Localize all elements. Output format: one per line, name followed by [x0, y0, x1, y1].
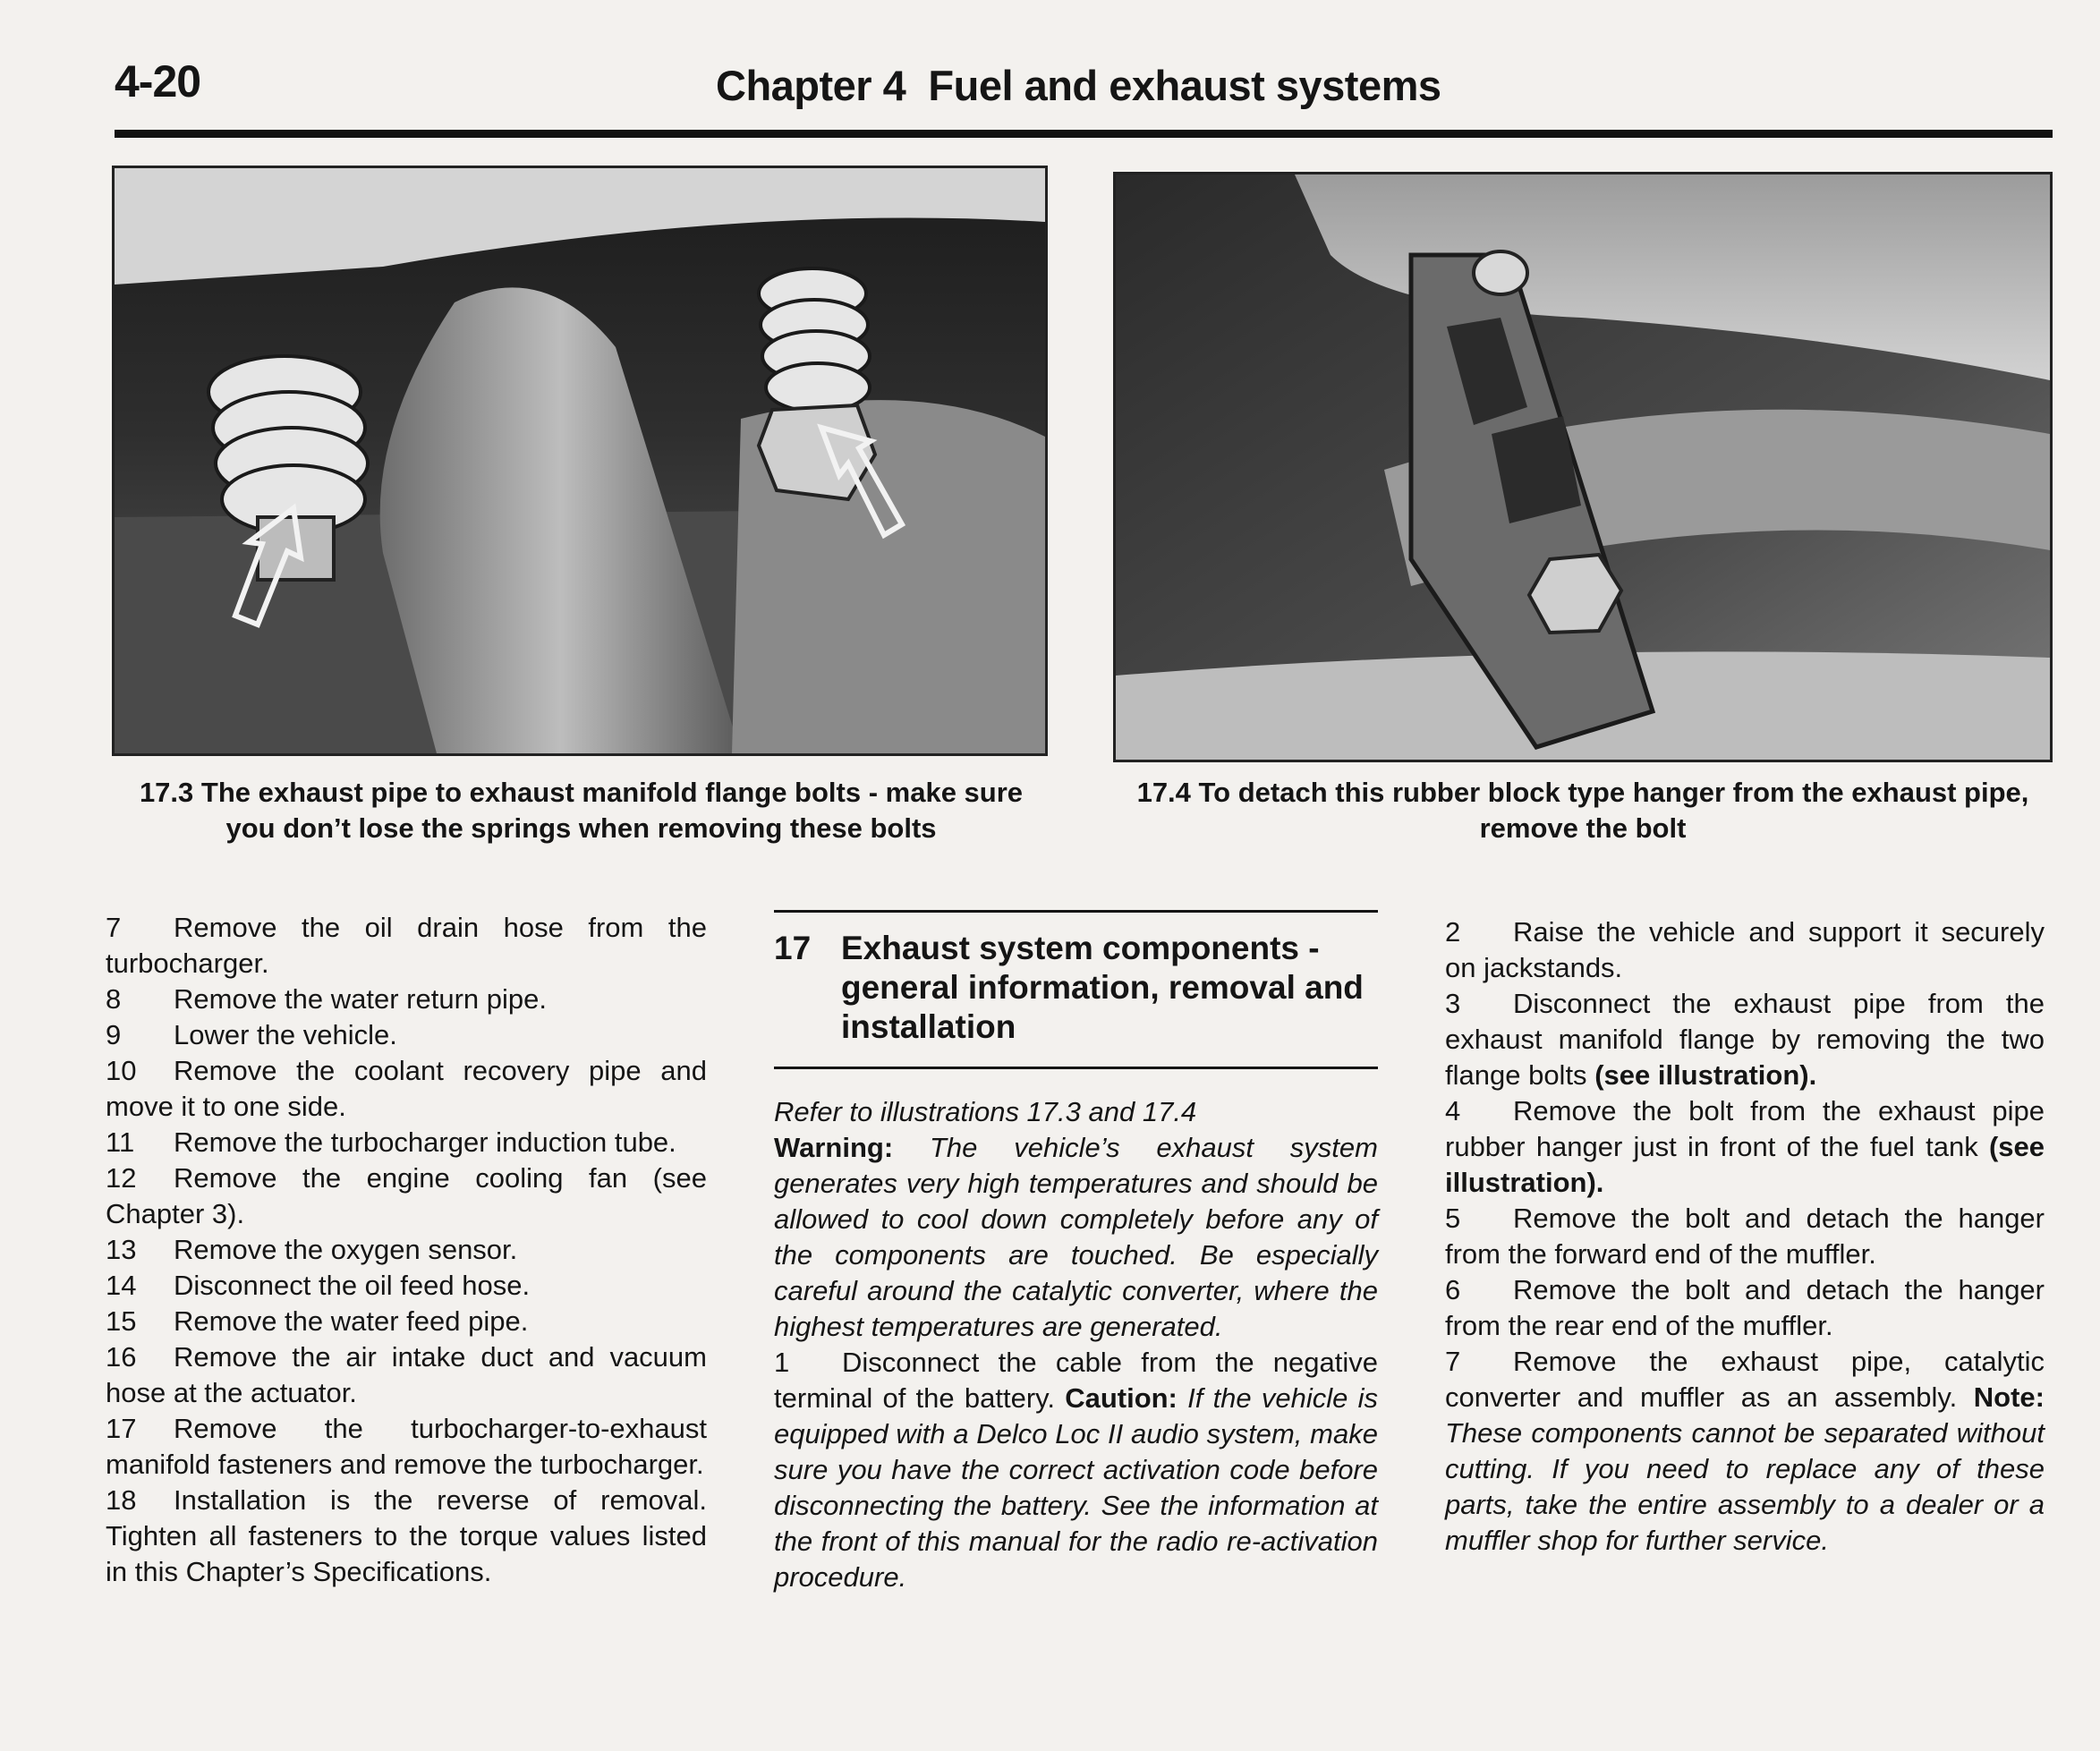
page-number: 4-20 — [115, 56, 201, 106]
chapter-title — [716, 61, 1441, 110]
section-title: Exhaust system components - general information, removal and installation — [841, 930, 1364, 1045]
step-1: 1 Disconnect the cable from the negative terminal of the battery. Caution: If the vehicle is equipped with a Delco Loc II audio system, make sure you have the correct activation code before disconnecting the battery. See the information at the front of this manual for the radio re-activation procedure. — [774, 1347, 1378, 1593]
step-2: 2 Raise the vehicle and support it securely on jackstands. — [1445, 916, 2045, 983]
step-3: 3 Disconnect the exhaust pipe from the exhaust manifold flange by removing the two flange bolts (see illustration). — [1445, 988, 2045, 1091]
figure-17-3-photo — [112, 166, 1048, 756]
step-6: 6 Remove the bolt and detach the hanger from the rear end of the muffler. — [1445, 1274, 2045, 1341]
caption-text: To detach this rubber block type hanger from the exhaust pipe, remove the bolt — [1198, 777, 2029, 844]
step-12: 12 Remove the engine cooling fan (see Chapter 3). — [106, 1162, 707, 1229]
section-rule-top — [774, 910, 1378, 913]
step-13: 13 Remove the oxygen sensor. — [106, 1234, 518, 1265]
step-7-right: 7 Remove the exhaust pipe, catalytic converter and muffler as an assembly. Note: These components cannot be separated without cutting. If you need to replace any of these parts, take the entire assembly to a dealer or a muffler shop for further service. — [1445, 1346, 2045, 1556]
step-11: 11 Remove the turbocharger induction tube. — [106, 1126, 676, 1158]
step-15: 15 Remove the water feed pipe. — [106, 1305, 529, 1337]
caption-number: 17.3 — [139, 777, 194, 808]
step-18: 18 Installation is the reverse of removal. Tighten all fasteners to the torque values listed in this Chapter’s Specifications. — [106, 1484, 707, 1587]
chapter-label: Chapter 4 — [716, 62, 906, 109]
middle-column — [774, 910, 1378, 1595]
right-column — [1445, 914, 2045, 1559]
figure-17-4-photo — [1113, 172, 2053, 762]
chapter-name: Fuel and exhaust systems — [928, 62, 1441, 109]
section-heading — [774, 929, 1378, 1047]
left-column — [106, 910, 707, 1590]
step-4: 4 Remove the bolt from the exhaust pipe rubber hanger just in front of the fuel tank (see illustration). — [1445, 1095, 2045, 1198]
refer-line: Refer to illustrations 17.3 and 17.4 — [774, 1096, 1197, 1127]
figure-17-3-caption — [115, 775, 1048, 846]
step-17: 17 Remove the turbocharger-to-exhaust manifold fasteners and remove the turbocharger. — [106, 1413, 707, 1480]
caption-text: The exhaust pipe to exhaust manifold flange bolts - make sure you don’t lose the springs when removing these bolts — [200, 777, 1024, 844]
step-9: 9 Lower the vehicle. — [106, 1019, 397, 1050]
step-8: 8 Remove the water return pipe. — [106, 983, 547, 1015]
step-5: 5 Remove the bolt and detach the hanger from the forward end of the muffler. — [1445, 1203, 2045, 1270]
caption-number: 17.4 — [1136, 777, 1191, 808]
warning-paragraph: Warning: The vehicle’s exhaust system generates very high temperatures and should be allowed to cool down completely before any of the components are touched. Be especially careful around the catalytic converter, where the highest temperatures are generated. — [774, 1132, 1378, 1342]
step-10: 10 Remove the coolant recovery pipe and move it to one side. — [106, 1055, 707, 1122]
header-rule — [115, 130, 2053, 138]
step-7: 7 Remove the oil drain hose from the turbocharger. — [106, 912, 707, 979]
section-number: 17 — [774, 930, 812, 966]
step-16: 16 Remove the air intake duct and vacuum hose at the actuator. — [106, 1341, 707, 1408]
figure-17-4-caption — [1113, 775, 2053, 846]
step-14: 14 Disconnect the oil feed hose. — [106, 1270, 531, 1301]
section-rule-bottom — [774, 1067, 1378, 1069]
